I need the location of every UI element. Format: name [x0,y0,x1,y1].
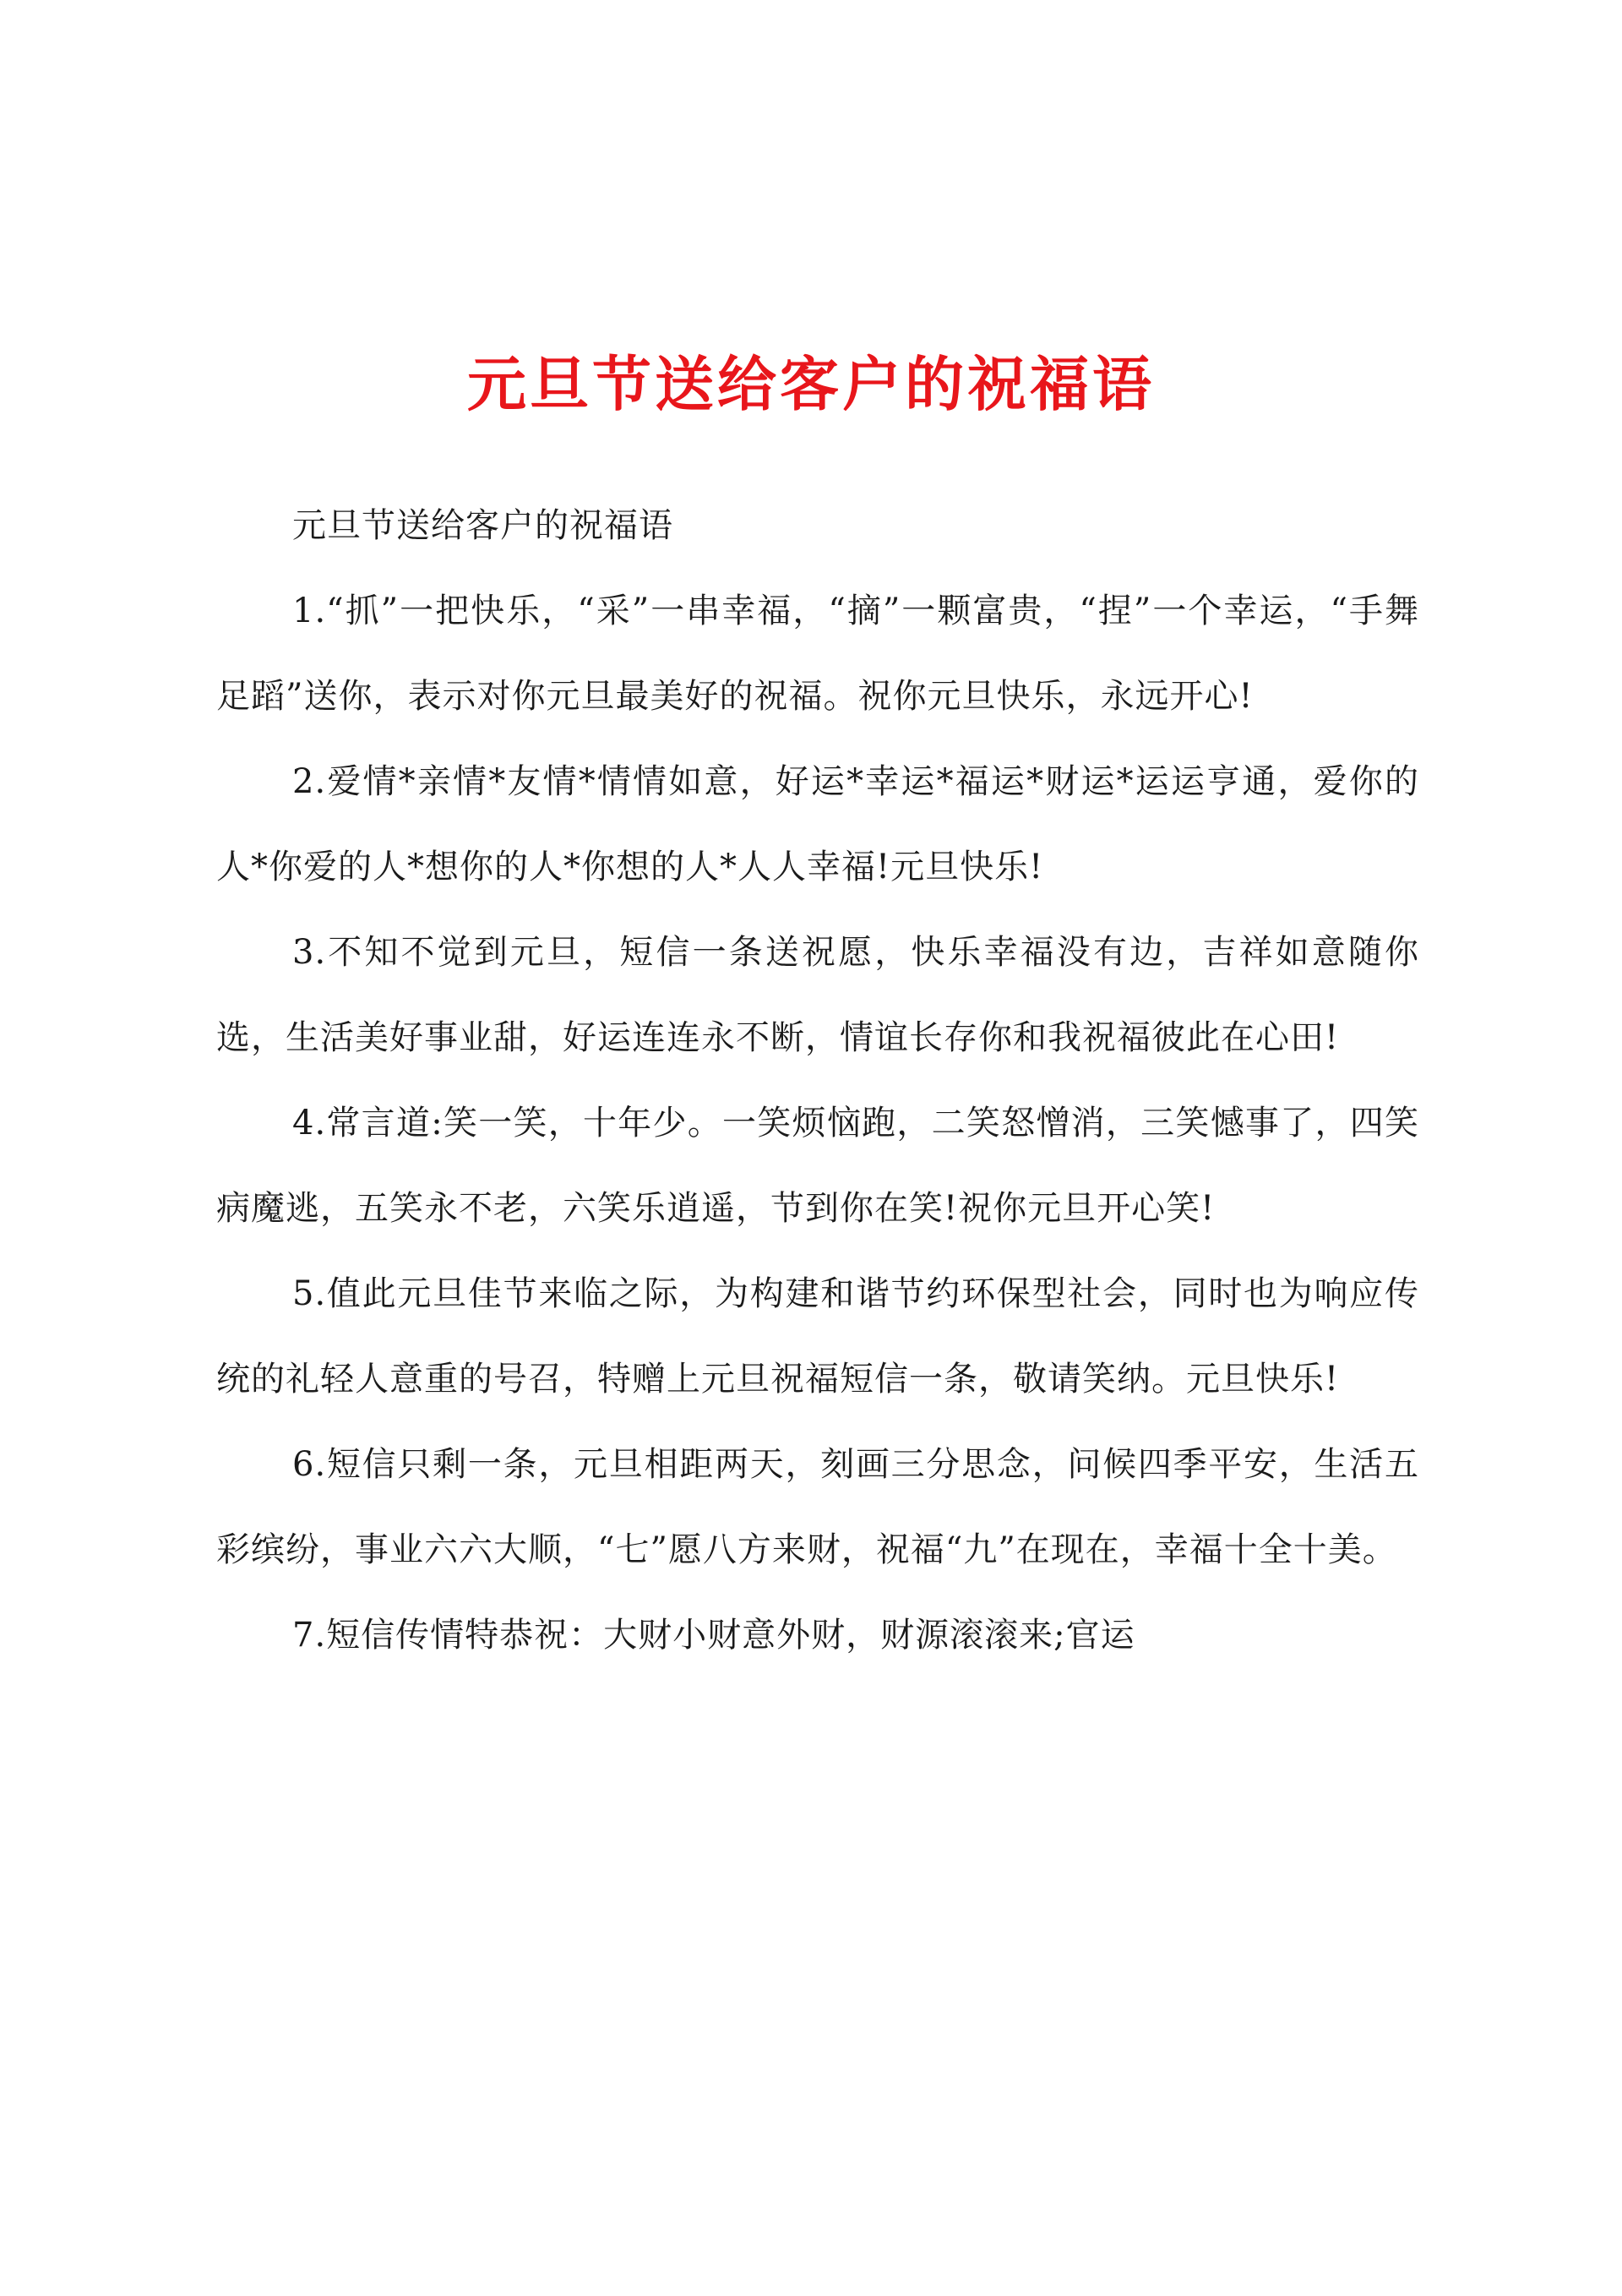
paragraph-3: 3.不知不觉到元旦，短信一条送祝愿，快乐幸福没有边，吉祥如意随你选，生活美好事业甜，好运连连永不断，情谊长存你和我祝福彼此在心田! [216,933,1419,1057]
document-subtitle: 元旦节送给客户的祝福语 [292,506,673,545]
paragraph-5: 5.值此元旦佳节来临之际，为构建和谐节约环保型社会，同时也为响应传统的礼轻人意重的号召，特赠上元旦祝福短信一条，敬请笑纳。元旦快乐! [216,1274,1419,1399]
paragraph-6: 6.短信只剩一条，元旦相距两天，刻画三分思念，问候四季平安，生活五彩缤纷，事业六六大顺，“七”愿八方来财，祝福“九”在现在，幸福十全十美。 [216,1445,1419,1569]
document-body [216,483,1419,1678]
paragraph-1: 1.“抓”一把快乐，“采”一串幸福，“摘”一颗富贵，“捏”一个幸运，“手舞足蹈”送你，表示对你元旦最美好的祝福。祝你元旦快乐，永远开心! [216,592,1419,716]
paragraph-7: 7.短信传情特恭祝：大财小财意外财，财源滚滚来;官运 [292,1616,1135,1655]
paragraph-2: 2.爱情*亲情*友情*情情如意，好运*幸运*福运*财运*运运亨通，爱你的人*你爱的人*想你的人*你想的人*人人幸福!元旦快乐! [216,762,1419,886]
paragraph-4: 4.常言道:笑一笑，十年少。一笑烦恼跑，二笑怒憎消，三笑憾事了，四笑病魔逃，五笑永不老，六笑乐逍遥，节到你在笑!祝你元旦开心笑! [216,1104,1419,1228]
document-title: 元旦节送给客户的祝福语 [467,349,1155,419]
